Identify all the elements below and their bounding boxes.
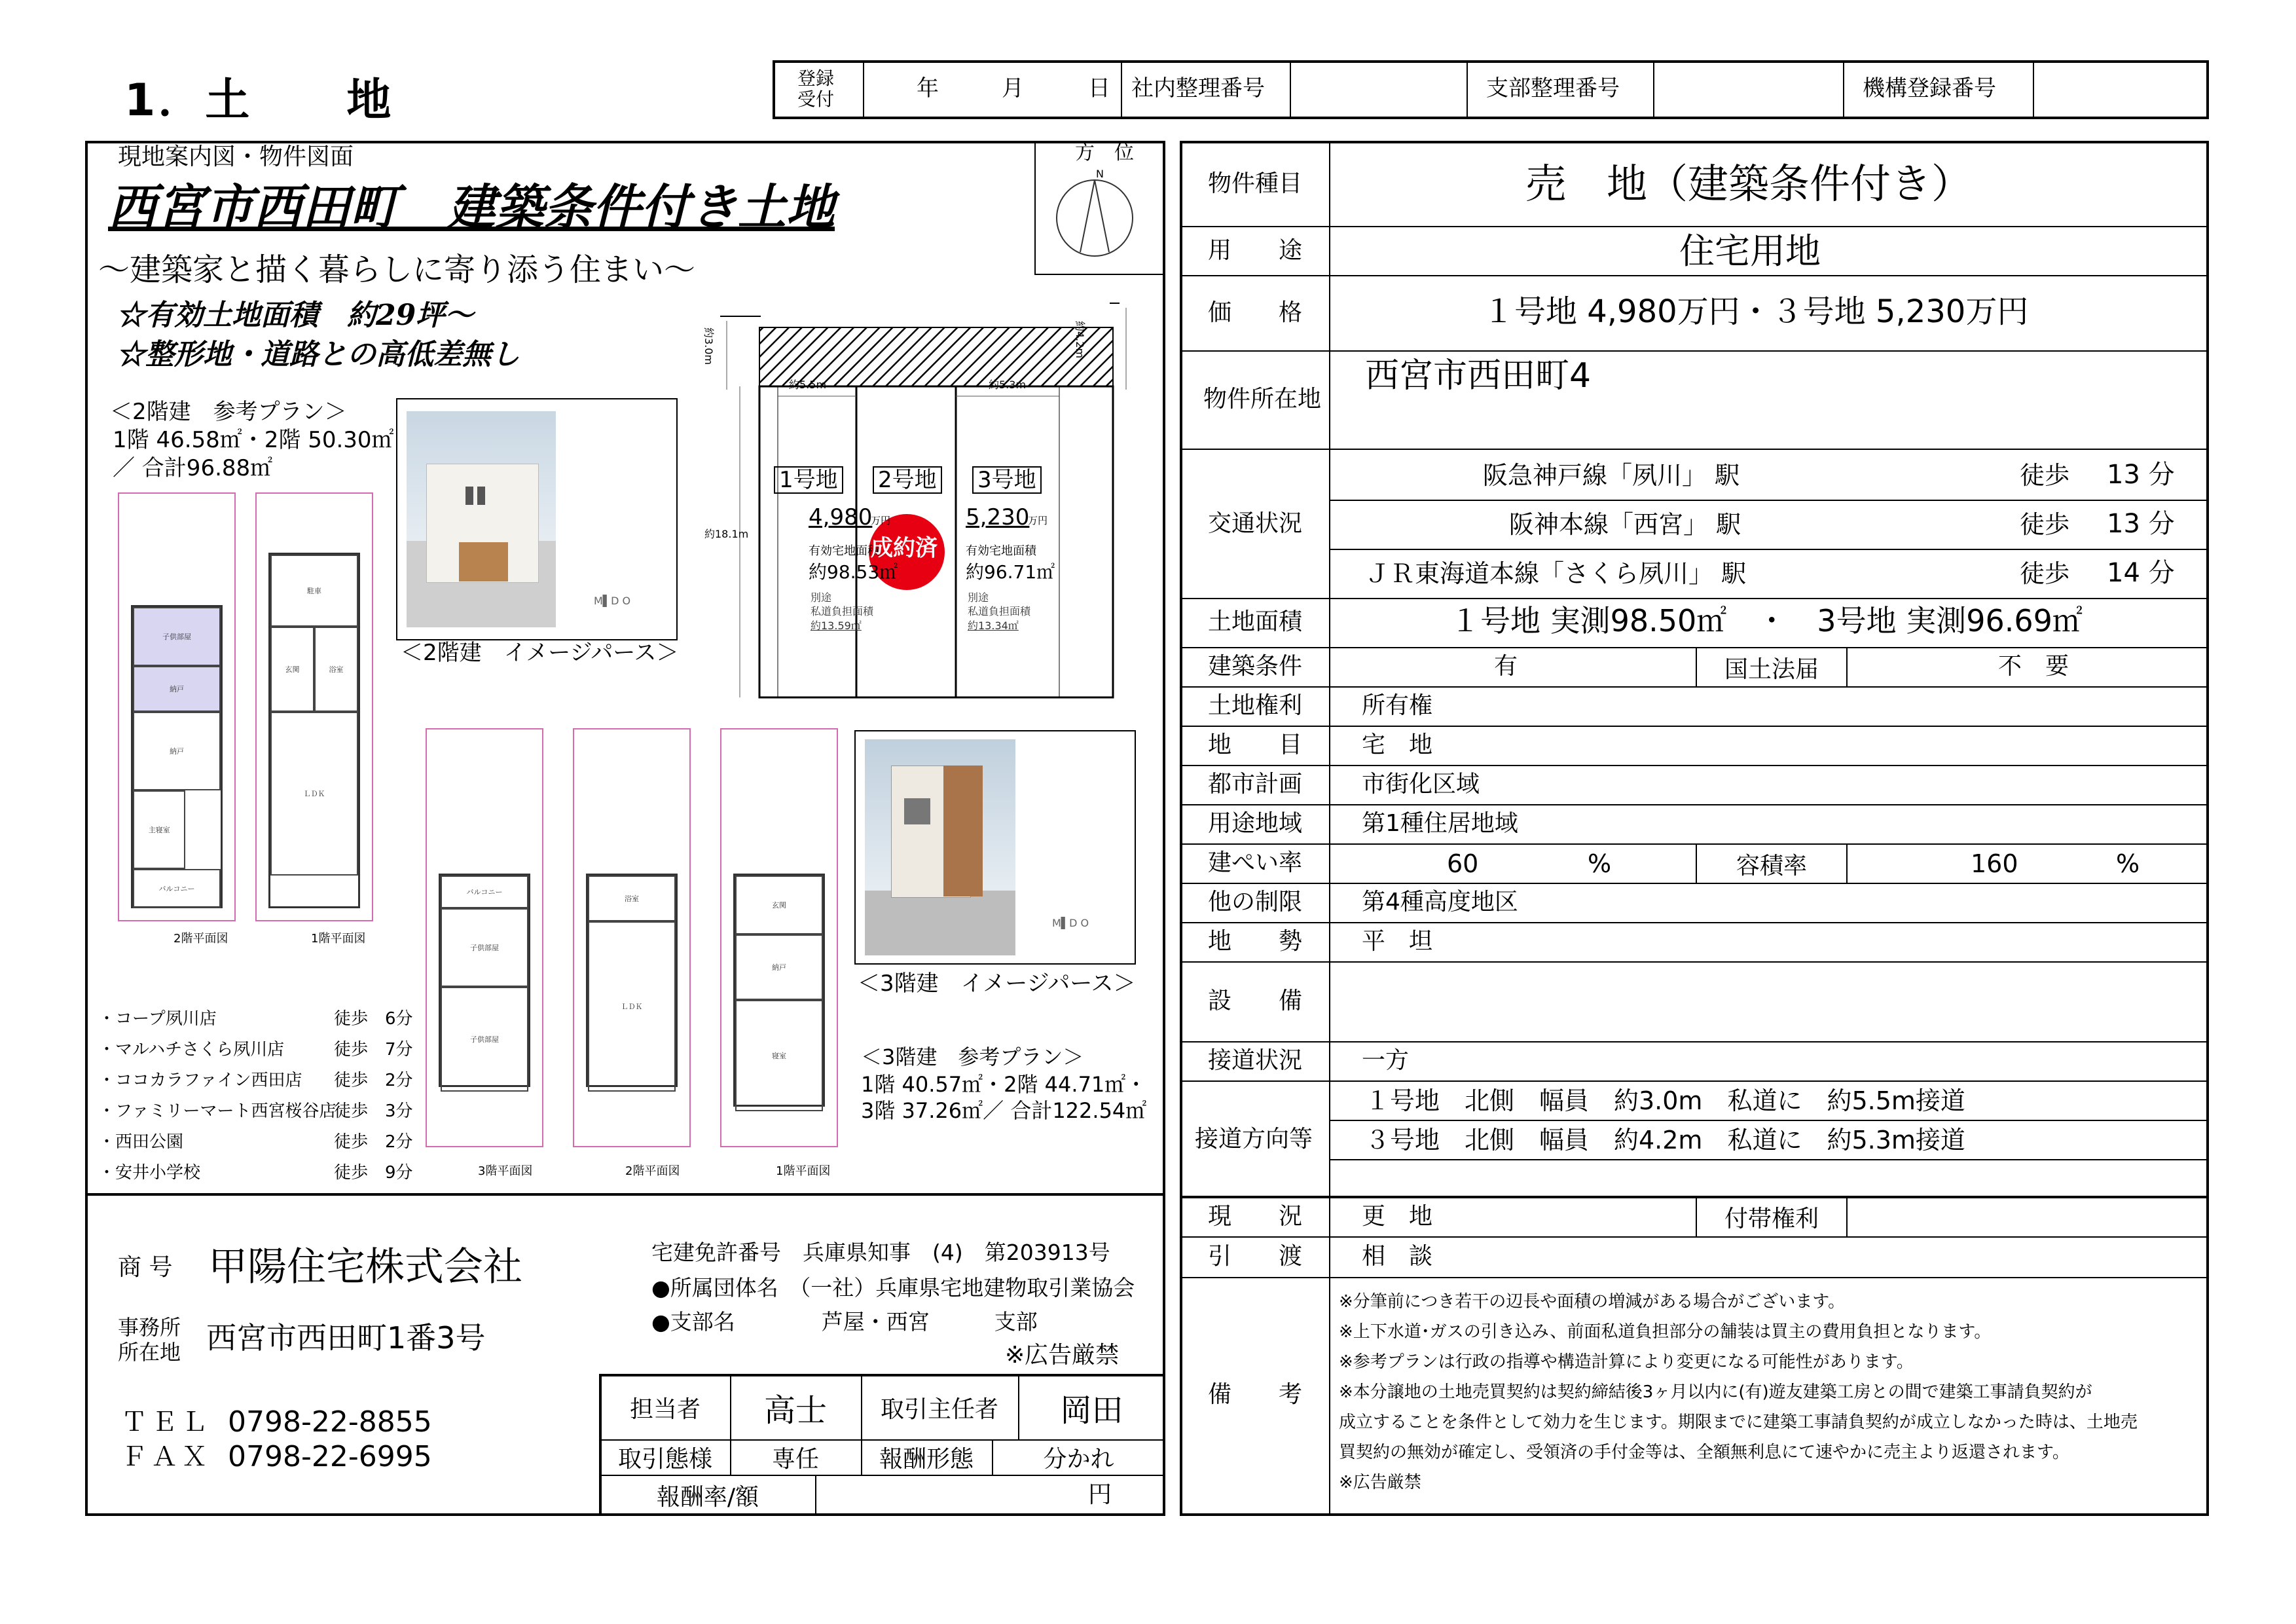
other-value: 第4種高度地区: [1362, 889, 1518, 915]
map-label: 現地案内図・物件図面: [118, 143, 354, 170]
north-arrow-icon: [1036, 141, 1167, 272]
lot1-area: 約98.53㎡: [809, 561, 898, 583]
reg-uketsuke-label: 登録 受付: [797, 67, 835, 111]
reg-day-label: 日: [1088, 75, 1110, 101]
youto-value: 第1種住居地域: [1362, 810, 1518, 837]
lot3-private: 約13.34㎡: [968, 619, 1019, 632]
biko-label: 備 考: [1208, 1381, 1303, 1408]
nearby-2-name: ・マルハチさくら夙川店: [98, 1040, 285, 1060]
lot3-width: 約5.3m: [989, 378, 1027, 391]
nearby-6-name: ・安井小学校: [98, 1163, 201, 1183]
house-photo-2story: [407, 411, 556, 627]
plan3-label: ＜3階建 参考プラン＞: [861, 1044, 1084, 1069]
plan3-caption: ＜3階建 イメージパース＞: [858, 970, 1136, 997]
fax-number: 0798-22-6995: [228, 1440, 432, 1473]
hikiwatashi-value: 相 談: [1362, 1243, 1433, 1270]
lot3-name: 3号地: [972, 466, 1042, 494]
use-label: 用 途: [1208, 237, 1303, 264]
main-title: 西宮市西田町 建築条件付き土地: [108, 179, 835, 236]
plan2-line2: ／ 合計96.88㎡: [113, 455, 273, 481]
lot1-name: 1号地: [774, 466, 843, 494]
photo-frame-2story: [396, 398, 678, 640]
genkyo-label: 現 況: [1208, 1203, 1303, 1230]
traffic-3-walk: 徒歩: [2020, 559, 2070, 588]
traffic-1-line: 阪急神戸線「夙川」 駅: [1483, 461, 1740, 490]
floorplan-1f: 駐車 玄関 浴室 ＬＤＫ: [255, 492, 373, 921]
house-photo-3story: [865, 739, 1015, 955]
youseki-label: 容積率: [1736, 852, 1807, 879]
nearby-4-walk: 徒歩 3分: [334, 1101, 413, 1121]
area-label: 土地面積: [1208, 608, 1303, 635]
point-1: ☆有効土地面積 約29坪～: [117, 299, 474, 332]
area-value: １号地 実測98.50㎡ ・ 3号地 実測96.69㎡: [1450, 603, 2083, 638]
plan3-floor1-caption: 1階平面図: [776, 1164, 831, 1178]
lot3-area-label: 有効宅地面積: [966, 544, 1036, 558]
lot1-area-label: 有効宅地面積: [809, 544, 879, 558]
floorplan-3-1f: 玄関 納戸 寝室: [720, 728, 838, 1147]
plan3-floor2-caption: 2階平面図: [625, 1164, 680, 1178]
price-label: 価 格: [1208, 299, 1303, 326]
fax-label: ＦＡＸ: [121, 1442, 211, 1472]
shunin-value: 岡田: [1060, 1392, 1123, 1429]
cond-label: 建築条件: [1208, 653, 1303, 680]
youseki-value: 160: [1971, 849, 2018, 878]
tantou-value: 高士: [763, 1392, 827, 1429]
lot-diagram: [714, 298, 1133, 704]
nearby-5-walk: 徒歩 2分: [334, 1132, 413, 1152]
type-value: 売 地（建築条件付き）: [1525, 160, 1973, 208]
nearby-5-name: ・西田公園: [98, 1132, 184, 1152]
ad-ban-left: ※広告厳禁: [1005, 1342, 1120, 1369]
use-value: 住宅用地: [1679, 231, 1821, 272]
youseki-pct: %: [2116, 849, 2140, 878]
type-label: 物件種目: [1208, 170, 1303, 197]
direction-1: １号地 北側 幅員 約3.0m 私道に 約5.5m接道: [1365, 1086, 1965, 1115]
lot1-price-unit: 万円: [871, 515, 891, 526]
north-compass: [1034, 141, 1165, 275]
torihiki-label: 取引態様: [617, 1445, 712, 1473]
lot1-price: 4,980: [809, 504, 873, 530]
kenpei-pct: %: [1588, 849, 1612, 878]
plan2-label: ＜2階建 参考プラン＞: [110, 399, 347, 425]
lot1-width: 約5.5m: [789, 378, 827, 391]
nearby-3-walk: 徒歩 2分: [334, 1071, 413, 1090]
right-value: 所有権: [1362, 692, 1433, 719]
addr-label: 物件所在地: [1203, 386, 1322, 413]
road-width-right: 約4.2m: [1074, 321, 1086, 359]
torihiki-value: 専任: [771, 1445, 819, 1473]
office-address: 西宮市西田町1番3号: [206, 1320, 486, 1356]
lot3-private-label: 別途 私道負担面積: [968, 591, 1031, 618]
subtitle: ～建築家と描く暮らしに寄り添う住まい～: [98, 251, 696, 288]
tel-number: 0798-22-8855: [228, 1405, 432, 1439]
rate-label: 報酬率/額: [656, 1484, 759, 1511]
nearby-2-walk: 徒歩 7分: [334, 1040, 413, 1060]
setsudo-value: 一方: [1362, 1047, 1410, 1074]
right-label: 土地権利: [1208, 692, 1303, 719]
license: 宅建免許番号 兵庫県知事 (4) 第203913号: [651, 1240, 1110, 1265]
genkyo-value: 更 地: [1362, 1203, 1433, 1230]
lot1-private-label: 別途 私道負担面積: [811, 591, 874, 618]
lot2-name: 2号地: [873, 466, 942, 494]
note-5: 成立することを条件として効力を生じます。期限までに建築工事請負契約が成立しなかった時は、土地売: [1339, 1412, 2138, 1432]
svg-text:N: N: [1096, 168, 1104, 180]
note-3: ※参考プランは行政の指導や構造計算により変更になる可能性があります。: [1339, 1352, 1914, 1372]
cond-value: 有: [1494, 653, 1518, 680]
traffic-3-line: ＪＲ東海道本線「さくら夙川」 駅: [1365, 559, 1747, 588]
lot3-price-unit: 万円: [1028, 515, 1048, 526]
traffic-1-walk: 徒歩: [2020, 461, 2070, 490]
floorplan-3f: バルコニー 子供部屋 子供部屋: [426, 728, 543, 1147]
note-6: 買契約の無効が確定し、受領済の手付金等は、全額無利息にて速やかに売主より返還されます。: [1339, 1443, 2069, 1462]
reg-month-label: 月: [1002, 75, 1024, 101]
nearby-6-walk: 徒歩 9分: [334, 1163, 413, 1183]
futai-label: 付帯権利: [1724, 1205, 1819, 1232]
lot1-private: 約13.59㎡: [811, 619, 862, 632]
price-value: １号地 4,980万円・３号地 5,230万円: [1483, 293, 2029, 330]
nearby-1-walk: 徒歩 6分: [334, 1009, 413, 1029]
setsubi-label: 設 備: [1208, 987, 1303, 1014]
addr-value: 西宮市西田町4: [1365, 356, 1592, 396]
north-label: 方 位: [1075, 141, 1134, 164]
reg-year-label: 年: [917, 75, 939, 101]
lot2-sold-badge: 成約済: [871, 535, 938, 561]
direction-label: 接道方向等: [1195, 1126, 1313, 1153]
nearby-1-name: ・コープ夙川店: [98, 1009, 217, 1029]
traffic-2-walk: 徒歩: [2020, 510, 2070, 539]
nearby-4-name: ・ファミリーマート西宮桜谷店: [98, 1101, 337, 1121]
traffic-2-min: 13 分: [2107, 509, 2175, 539]
shogo-label: 商 号: [118, 1254, 173, 1281]
toshi-label: 都市計画: [1208, 771, 1303, 798]
note-4: ※本分譲地の土地売買契約は契約締結後3ヶ月以内に(有)遊友建築工房との間で建築工事請負契約が: [1339, 1382, 2092, 1402]
association: ●所属団体名 （一社）兵庫県宅地建物取引業協会: [651, 1275, 1135, 1301]
houshu-label: 報酬形態: [879, 1445, 974, 1473]
road-width-left: 約3.0m: [702, 327, 715, 365]
plan2-caption: ＜2階建 イメージパース＞: [401, 640, 679, 666]
chisei-label: 地 勢: [1208, 928, 1303, 955]
floorplan-3-2f: 浴室 ＬＤＫ: [573, 728, 691, 1147]
tantou-label: 担当者: [629, 1395, 701, 1423]
plan2-line1: 1階 46.58㎡・2階 50.30㎡: [113, 427, 394, 453]
note-1: ※分筆前につき若干の辺長や面積の増減がある場合がございます。: [1339, 1292, 1846, 1312]
company-name: 甲陽住宅株式会社: [208, 1244, 522, 1290]
tel-label: ＴＥＬ: [121, 1407, 211, 1437]
other-label: 他の制限: [1208, 889, 1303, 915]
note-2: ※上下水道･ガスの引き込み、前面私道負担部分の舗装は買主の費用負担となります。: [1339, 1322, 1992, 1342]
photo-frame-3story: [854, 730, 1136, 965]
toshi-value: 市街化区域: [1362, 771, 1480, 798]
houshu-value: 分かれ: [1043, 1445, 1114, 1473]
plan3-line2: 3階 37.26㎡／ 合計122.54㎡: [861, 1098, 1147, 1123]
hikiwatashi-label: 引 渡: [1208, 1243, 1303, 1270]
traffic-2-line: 阪神本線「西宮」 駅: [1509, 510, 1741, 539]
nearby-3-name: ・ココカラファイン西田店: [98, 1071, 302, 1090]
chimoku-value: 宅 地: [1362, 731, 1433, 758]
plan3-line1: 1階 40.57㎡・2階 44.71㎡・: [861, 1072, 1147, 1097]
reg-shibu-label: 支部整理番号: [1486, 75, 1620, 101]
reg-kikou-label: 機構登録番号: [1863, 75, 1996, 101]
point-2: ☆整形地・道路との高低差無し: [117, 338, 520, 371]
traffic-label: 交通状況: [1208, 510, 1303, 537]
direction-2: ３号地 北側 幅員 約4.2m 私道に 約5.3m接道: [1365, 1126, 1965, 1154]
plan2-floor1-caption: 1階平面図: [311, 932, 366, 946]
reg-shanai-label: 社内整理番号: [1131, 75, 1265, 101]
lot3-area: 約96.71㎡: [966, 561, 1055, 583]
kokudo-value: 不 要: [1998, 653, 2069, 680]
lot3-price: 5,230: [966, 504, 1030, 530]
kokudo-label: 国土法届: [1724, 655, 1819, 683]
section-title: 1．土 地: [124, 75, 394, 126]
traffic-3-min: 14 分: [2107, 558, 2175, 588]
branch: ●支部名 芦屋・西宮 支部: [651, 1309, 1038, 1335]
chisei-value: 平 坦: [1362, 928, 1433, 955]
lot-depth: 約18.1m: [704, 528, 749, 540]
floorplan-2f: 子供部屋 納戸 納戸 主寝室 バルコニー: [118, 492, 236, 921]
kenpei-label: 建ぺい率: [1208, 849, 1303, 876]
mado-logo-2: M▌D O: [1052, 917, 1089, 929]
shunin-label: 取引主任者: [880, 1395, 998, 1423]
youto-label: 用途地域: [1208, 810, 1303, 837]
mado-logo-1: M▌D O: [594, 595, 631, 607]
plan3-floor3-caption: 3階平面図: [478, 1164, 533, 1178]
plan2-floor2-caption: 2階平面図: [173, 932, 228, 946]
chimoku-label: 地 目: [1208, 731, 1303, 758]
setsudo-label: 接道状況: [1208, 1047, 1303, 1074]
kenpei-value: 60: [1447, 849, 1479, 878]
note-7: ※広告厳禁: [1339, 1473, 1421, 1492]
office-label: 事務所 所在地: [118, 1315, 181, 1365]
traffic-1-min: 13 分: [2107, 460, 2175, 490]
rate-unit: 円: [1088, 1481, 1112, 1508]
